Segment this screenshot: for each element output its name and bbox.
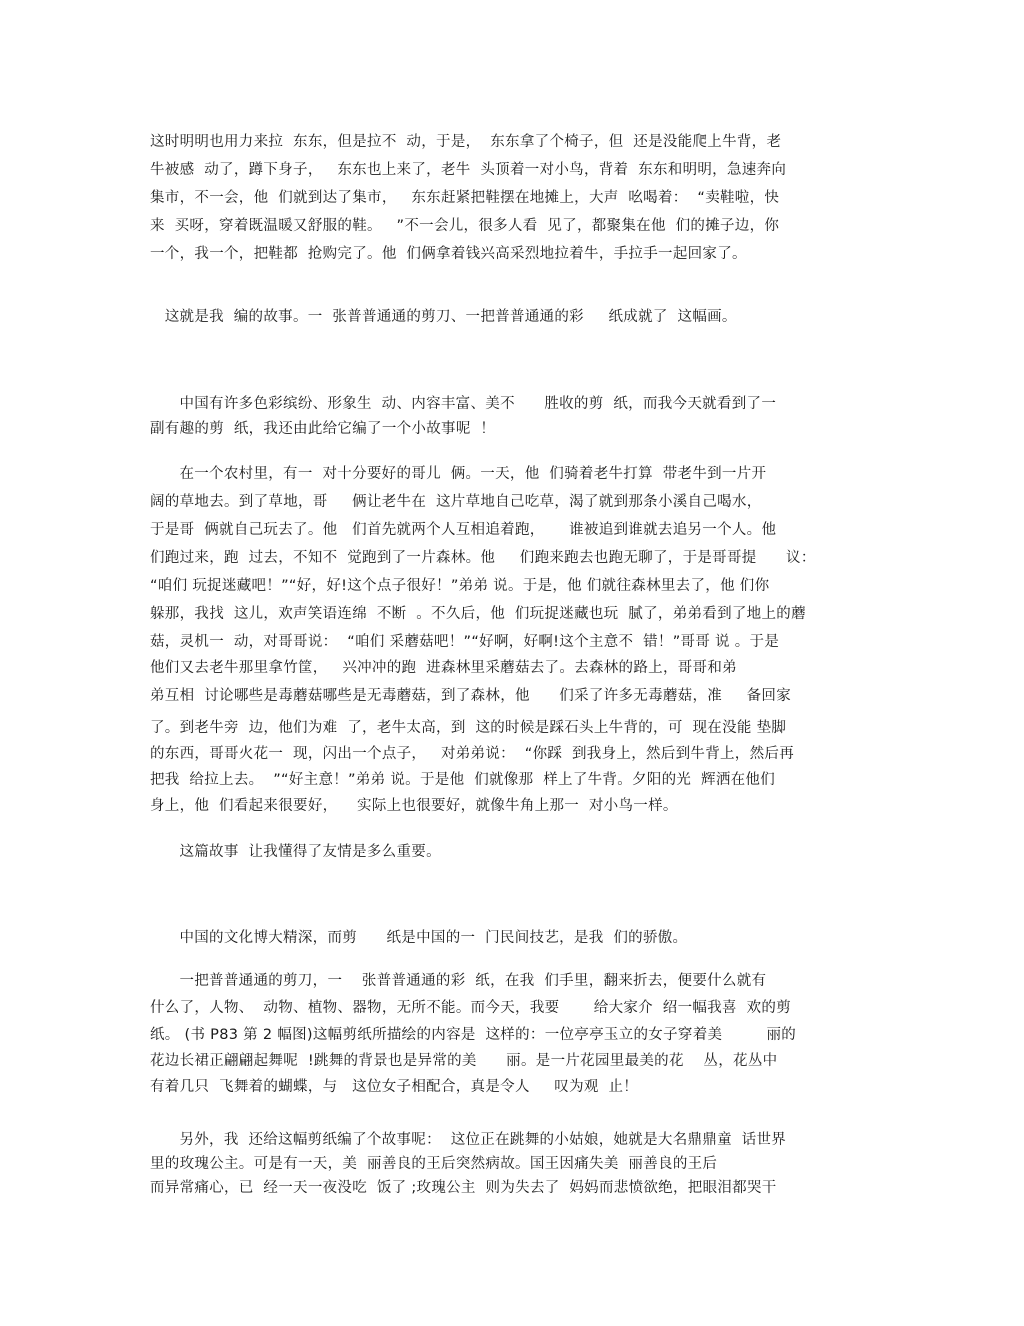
text-line: 在一个农村里，有一 对十分要好的哥儿 俩。一天，他 们骑着老牛打算 带老牛到一片开: [150, 466, 767, 482]
text-line: 什么了，人物、 动物、植物、器物，无所不能。而今天，我要 给大家介 绍一幅我喜 欢的剪: [150, 1000, 792, 1016]
text-line: 纸。 (书 P83 第 2 幅图)这幅剪纸所描绘的内容是 这样的：一位亭亭玉立的女子穿着美 丽的: [150, 1027, 797, 1043]
text-line: 躲那，我找 这儿，欢声笑语连绵 不断 。不久后，他 们玩捉迷藏也玩 腻了，弟弟看到了地上的蘑: [150, 606, 806, 622]
text-line: 身上，他 们看起来很要好， 实际上也很要好，就像牛角上那一 对小鸟一样。: [150, 798, 678, 814]
text-line: 副有趣的剪 纸，我还由此给它编了一个小故事呢 ！: [150, 421, 496, 437]
text-line: 的东西，哥哥火花一 现，闪出一个点子， 对弟弟说： “你踩 到我身上，然后到牛背上，然后再: [150, 746, 794, 762]
text-line: 们跑过来，跑 过去，不知不 觉跑到了一片森林。他 们跑来跑去也跑无聊了，于是哥哥提 议：: [150, 550, 816, 566]
text-line: 另外，我 还给这幅剪纸编了个故事呢： 这位正在跳舞的小姑娘，她就是大名鼎鼎童 话世界: [150, 1132, 787, 1148]
text-line: “咱们 玩捉迷藏吧！”“好，好!这个点子很好！”弟弟 说。于是，他 们就往森林里去了，他 们你: [150, 578, 770, 594]
text-line: 中国的文化博大精深，而剪 纸是中国的一 门民间技艺，是我 们的骄傲。: [150, 930, 688, 946]
text-line: 而异常痛心，已 经一天一夜没吃 饭了 ;玫瑰公主 则为失去了 妈妈而悲愤欲绝，把眼泪都哭干: [150, 1180, 777, 1196]
text-line: 牛被感 动了，蹲下身子， 东东也上来了，老牛 头顶着一对小鸟，背着 东东和明明，急速奔向: [150, 162, 787, 178]
text-line: 集市，不一会，他 们就到达了集市， 东东赶紧把鞋摆在地摊上，大声 吆喝着： “卖鞋啦，快: [150, 190, 780, 206]
text-line: 这就是我 编的故事。一 张普普通通的剪刀、一把普普通通的彩 纸成就了 这幅画。: [150, 309, 737, 325]
text-line: 这篇故事 让我懂得了友情是多么重要。: [150, 844, 441, 860]
text-line: 阔的草地去。到了草地，哥 俩让老牛在 这片草地自己吃草，渴了就到那条小溪自己喝水，: [150, 494, 762, 510]
text-line: 花边长裙正翩翩起舞呢 !跳舞的背景也是异常的美 丽。是一片花园里最美的花 丛，花丛中: [150, 1053, 778, 1069]
text-line: 这时明明也用力来拉 东东，但是拉不 动，于是， 东东拿了个椅子，但 还是没能爬上牛背，老: [150, 134, 782, 150]
text-line: 来 买呀，穿着既温暖又舒服的鞋。 ”不一会儿，很多人看 见了，都聚集在他 们的摊子边，你: [150, 218, 780, 234]
text-line: 于是哥 俩就自己玩去了。他 们首先就两个人互相追着跑， 谁被追到谁就去追另一个人。他: [150, 522, 777, 538]
text-line: 把我 给拉上去。 ”“好主意！”弟弟 说。于是他 们就像那 样上了牛背。夕阳的光 辉洒在他们: [150, 772, 776, 788]
text-line: 他们又去老牛那里拿竹筐， 兴冲冲的跑 进森林里采蘑菇去了。去森林的路上，哥哥和弟: [150, 660, 737, 676]
text-line: 一个，我一个，把鞋都 抢购完了。他 们俩拿着钱兴高采烈地拉着牛，手拉手一起回家了。: [150, 246, 747, 262]
text-line: 一把普普通通的剪刀，一 张普普通通的彩 纸，在我 们手里，翻来折去，便要什么就有: [150, 973, 767, 989]
text-line: 有着几只 飞舞着的蝴蝶，与 这位女子相配合，真是令人 叹为观 止！: [150, 1079, 639, 1095]
text-line: 里的玫瑰公主。可是有一天，美 丽善良的王后突然病故。国王因痛失美 丽善良的王后: [150, 1156, 718, 1172]
text-line: 弟互相 讨论哪些是毒蘑菇哪些是无毒蘑菇，到了森林，他 们采了许多无毒蘑菇，准 备回家: [150, 688, 792, 704]
text-line: 菇，灵机一 动，对哥哥说： “咱们 采蘑菇吧！”“好啊，好啊!这个主意不 错！”哥哥 说 。于是: [150, 634, 780, 650]
text-line: 了。到老牛旁 边，他们为难 了，老牛太高，到 这的时候是踩石头上牛背的，可 现在没能 垫脚: [150, 720, 787, 736]
text-line: 中国有许多色彩缤纷、形象生 动、内容丰富、美不 胜收的剪 纸，而我今天就看到了一: [150, 396, 777, 412]
